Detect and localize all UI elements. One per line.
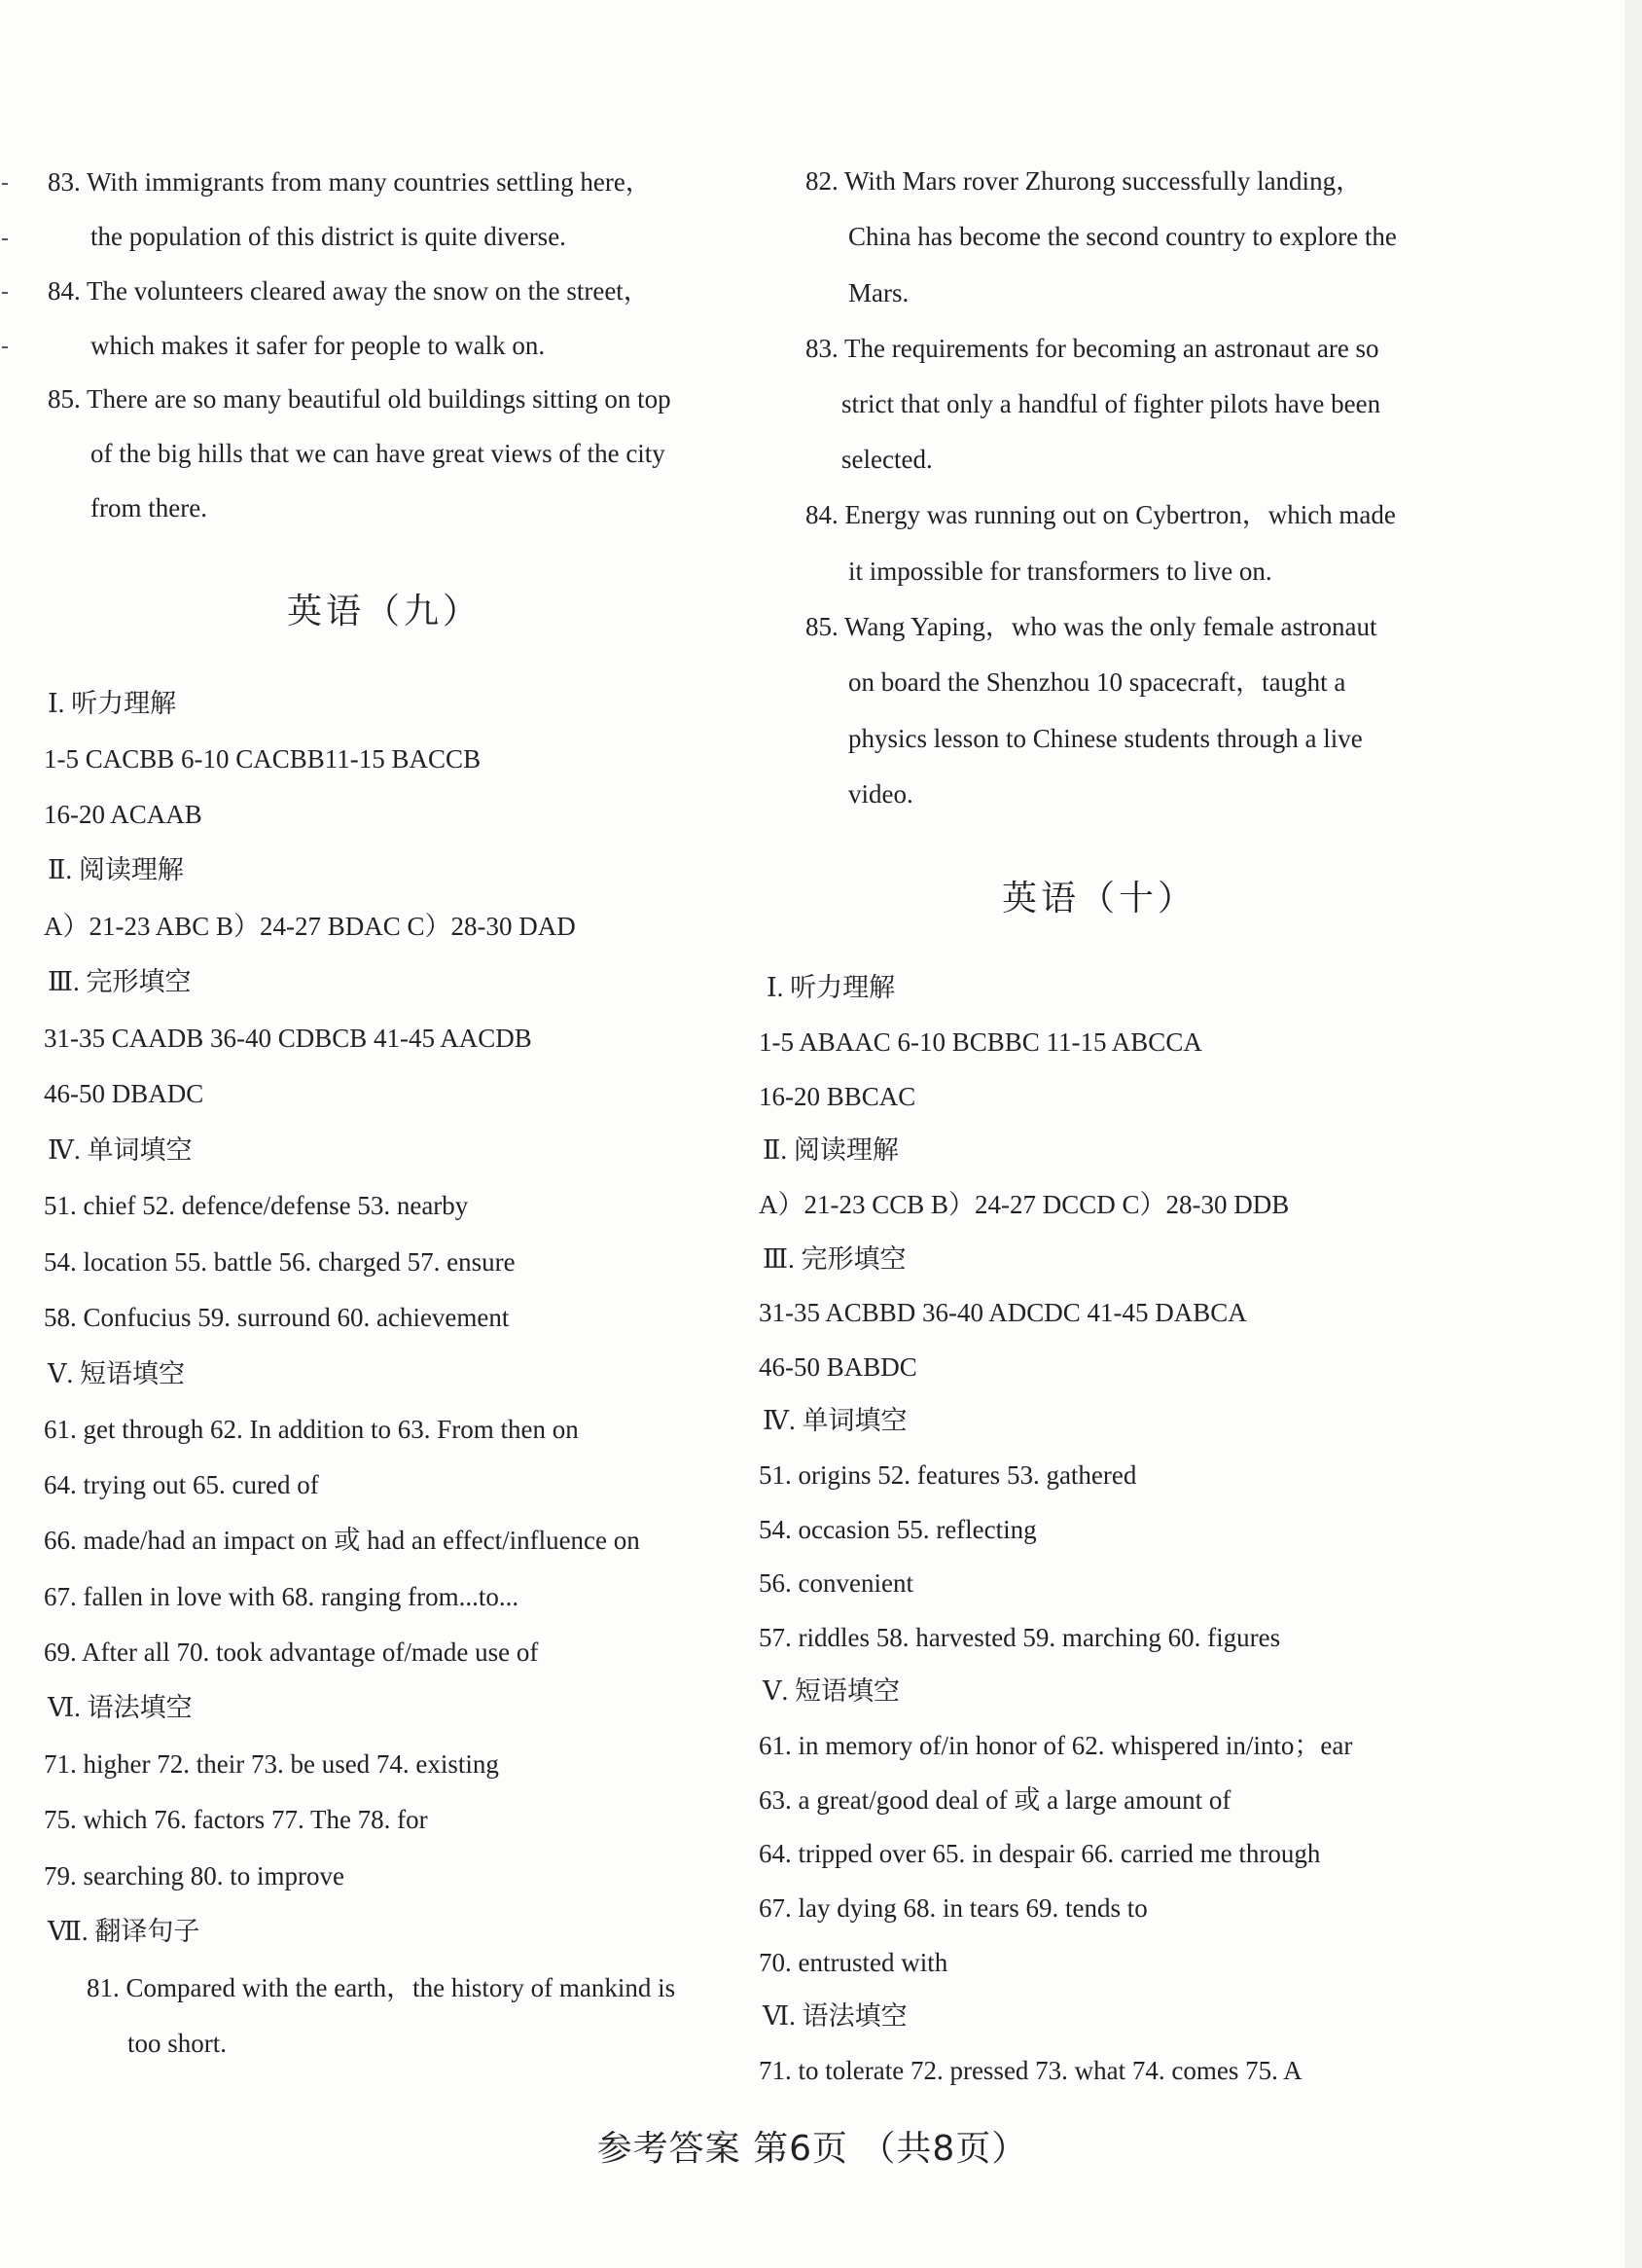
answer-line: 67. lay dying 68. in tears 69. tends to: [759, 1893, 1148, 1923]
edge-mark: [2, 183, 8, 185]
translation-85: 85. Wang Yaping，who was the only female astronaut: [805, 612, 1377, 641]
answer-line: 31-35 ACBBD 36-40 ADCDC 41-45 DABCA: [759, 1298, 1247, 1327]
translation-85-cont: video.: [848, 779, 913, 809]
answer-line: too short.: [127, 2029, 228, 2058]
answer-line: 67. fallen in love with 68. ranging from...to...: [44, 1582, 519, 1611]
heading-cloze: Ⅲ. 完形填空: [48, 967, 192, 996]
answer-line: A）21-23 CCB B）24-27 DCCD C）28-30 DDB: [759, 1190, 1290, 1219]
answer-line: 1-5 CACBB 6-10 CACBB11-15 BACCB: [44, 744, 482, 774]
heading-listening: Ⅰ. 听力理解: [48, 689, 177, 718]
answer-line: 1-5 ABAAC 6-10 BCBBC 11-15 ABCCA: [759, 1027, 1202, 1057]
answer-line: 81. Compared with the earth，the history of mankind is: [87, 1973, 676, 2002]
answer-line: 69. After all 70. took advantage of/made use of: [44, 1638, 539, 1667]
translation-83-cont: the population of this district is quite diverse.: [90, 222, 566, 251]
translation-85: 85. There are so many beautiful old buildings sitting on top: [48, 384, 671, 414]
heading-reading: Ⅱ. 阅读理解: [763, 1135, 899, 1165]
answer-line: 16-20 BBCAC: [759, 1082, 916, 1111]
answer-line: 71. to tolerate 72. pressed 73. what 74. comes 75. A: [759, 2056, 1303, 2085]
answer-line: 54. occasion 55. reflecting: [759, 1515, 1037, 1544]
answer-line: 51. origins 52. features 53. gathered: [759, 1460, 1137, 1490]
translation-85-cont: from there.: [90, 493, 207, 522]
answer-line: 66. made/had an impact on 或 had an effect/influence on: [44, 1526, 640, 1555]
translation-83: 83. The requirements for becoming an astronaut are so: [805, 334, 1379, 363]
page-footer: 参考答案 第6页 （共8页）: [596, 2129, 1028, 2169]
answer-line: 46-50 DBADC: [44, 1079, 204, 1108]
answer-line: 57. riddles 58. harvested 59. marching 60. figures: [759, 1623, 1281, 1652]
answer-line: 51. chief 52. defence/defense 53. nearby: [44, 1191, 469, 1220]
heading-translation: Ⅶ. 翻译句子: [48, 1917, 200, 1946]
answer-line: 63. a great/good deal of 或 a large amount of: [759, 1785, 1232, 1815]
answer-line: 64. trying out 65. cured of: [44, 1470, 319, 1499]
edge-mark: [2, 346, 8, 348]
heading-phrase-fill: Ⅴ. 短语填空: [48, 1359, 185, 1388]
heading-word-fill: Ⅳ. 单词填空: [763, 1406, 908, 1435]
answer-line: 46-50 BABDC: [759, 1352, 917, 1382]
edge-mark: [2, 292, 8, 294]
edge-mark: [2, 238, 8, 240]
answer-line: 56. convenient: [759, 1568, 913, 1598]
answer-line: 16-20 ACAAB: [44, 800, 202, 829]
answer-line: 75. which 76. factors 77. The 78. for: [44, 1805, 428, 1834]
answer-line: 71. higher 72. their 73. be used 74. existing: [44, 1749, 499, 1779]
answer-line: 61. get through 62. In addition to 63. From then on: [44, 1415, 579, 1444]
translation-82: 82. With Mars rover Zhurong successfully landing，: [805, 166, 1363, 196]
translation-84: 84. Energy was running out on Cybertron，which made: [805, 500, 1396, 529]
answer-line: 31-35 CAADB 36-40 CDBCB 41-45 AACDB: [44, 1024, 532, 1053]
translation-82-cont: Mars.: [848, 278, 910, 307]
translation-85-cont: physics lesson to Chinese students through a live: [848, 724, 1363, 753]
heading-grammar-fill: Ⅵ. 语法填空: [763, 2001, 908, 2031]
translation-85-cont: of the big hills that we can have great views of the city: [90, 439, 665, 468]
section-title-english-10: 英语（十）: [1002, 879, 1197, 918]
translation-83: 83. With immigrants from many countries settling here，: [48, 167, 652, 197]
answer-line: 70. entrusted with: [759, 1948, 948, 1977]
translation-83-cont: strict that only a handful of fighter pilots have been: [841, 389, 1381, 418]
answer-line: 61. in memory of/in honor of 62. whispered in/into；ear: [759, 1731, 1353, 1760]
translation-82-cont: China has become the second country to explore the: [848, 222, 1397, 251]
heading-grammar-fill: Ⅵ. 语法填空: [48, 1693, 193, 1722]
translation-85-cont: on board the Shenzhou 10 spacecraft，taught a: [848, 667, 1346, 697]
heading-phrase-fill: Ⅴ. 短语填空: [763, 1676, 900, 1706]
translation-84-cont: it impossible for transformers to live on.: [848, 557, 1272, 586]
answer-line: 64. tripped over 65. in despair 66. carried me through: [759, 1839, 1321, 1868]
translation-83-cont: selected.: [841, 445, 933, 474]
heading-cloze: Ⅲ. 完形填空: [763, 1244, 907, 1274]
heading-word-fill: Ⅳ. 单词填空: [48, 1135, 193, 1165]
answer-line: A）21-23 ABC B）24-27 BDAC C）28-30 DAD: [44, 912, 576, 941]
answer-line: 79. searching 80. to improve: [44, 1861, 344, 1890]
section-title-english-9: 英语（九）: [287, 592, 482, 631]
translation-84-cont: which makes it safer for people to walk on.: [90, 331, 546, 360]
heading-listening: Ⅰ. 听力理解: [767, 973, 896, 1002]
translation-84: 84. The volunteers cleared away the snow on the street，: [48, 276, 650, 306]
heading-reading: Ⅱ. 阅读理解: [48, 855, 184, 884]
answer-line: 54. location 55. battle 56. charged 57. ensure: [44, 1247, 516, 1277]
answer-line: 58. Confucius 59. surround 60. achievement: [44, 1303, 510, 1332]
